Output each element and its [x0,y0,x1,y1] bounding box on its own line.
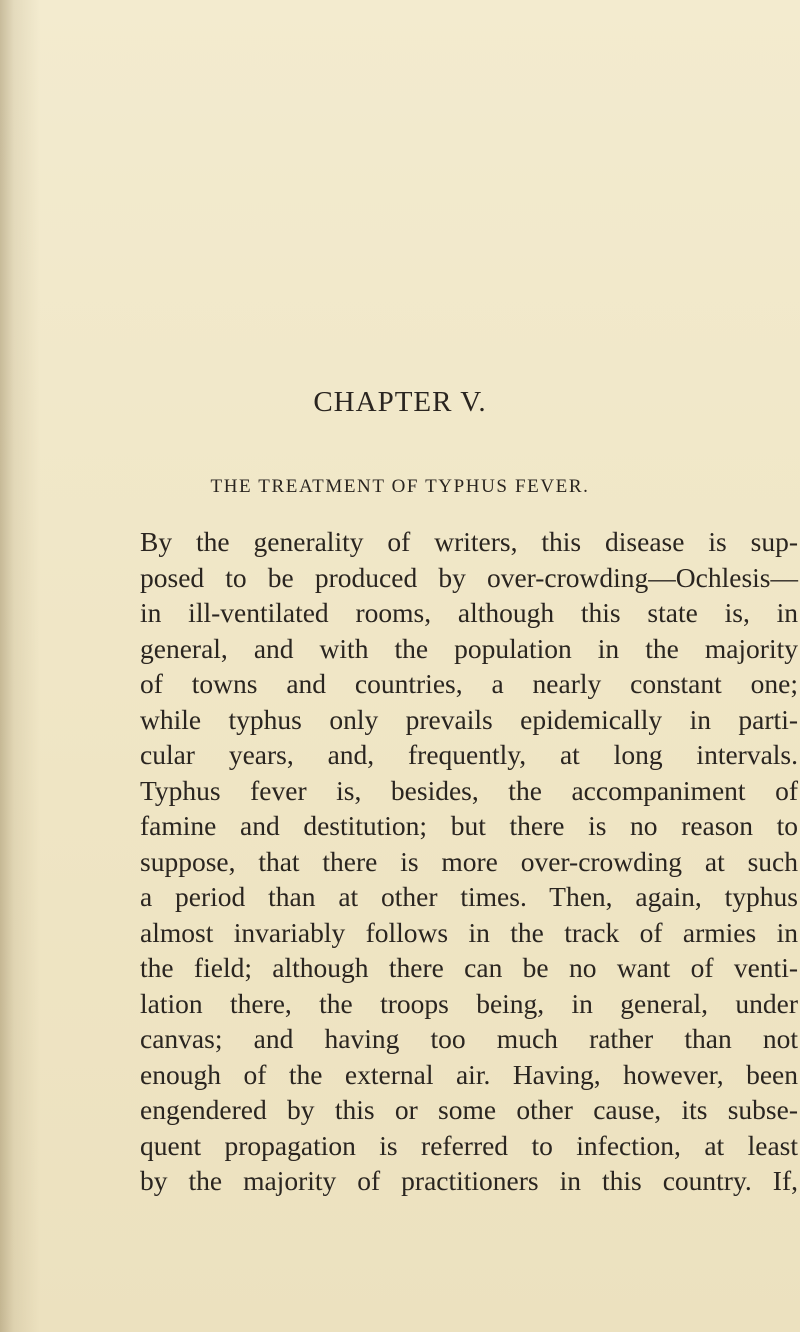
text-line: engendered by this or some other cause, its subse- [140,1094,798,1125]
chapter-heading: CHAPTER V. [313,386,487,418]
text-line: By the generality of writers, this disease is sup- [140,526,798,557]
text-line: canvas; and having too much rather than not [140,1023,798,1054]
text-line: lation there, the troops being, in general, under [140,987,798,1019]
text-line: general, and with the population in the majority [140,632,798,664]
body-paragraph [140,524,798,1199]
text-line: almost invariably follows in the track of armies in [140,916,798,948]
chapter-subtitle: THE TREATMENT OF TYPHUS FEVER. [210,476,590,497]
text-line: posed to be produced by over-crowding—Ochlesis— [140,561,798,593]
text-line: while typhus only prevails epidemically in parti- [140,703,798,735]
text-line: of towns and countries, a nearly constant one; [140,668,798,699]
text-line: a period than at other times. Then, again, typhus [140,881,798,912]
text-line: by the majority of practitioners in this country. If, [140,1165,798,1196]
text-line: famine and destitution; but there is no reason to [140,810,798,841]
text-line: suppose, that there is more over-crowding at such [140,845,798,877]
text-line: in ill-ventilated rooms, although this state is, in [140,597,798,628]
text-line: enough of the external air. Having, however, been [140,1058,798,1090]
text-line: the field; although there can be no want of venti- [140,952,798,983]
text-line: Typhus fever is, besides, the accompaniment of [140,774,798,806]
text-line: cular years, and, frequently, at long intervals. [140,739,798,770]
text-line: quent propagation is referred to infection, at least [140,1129,798,1161]
